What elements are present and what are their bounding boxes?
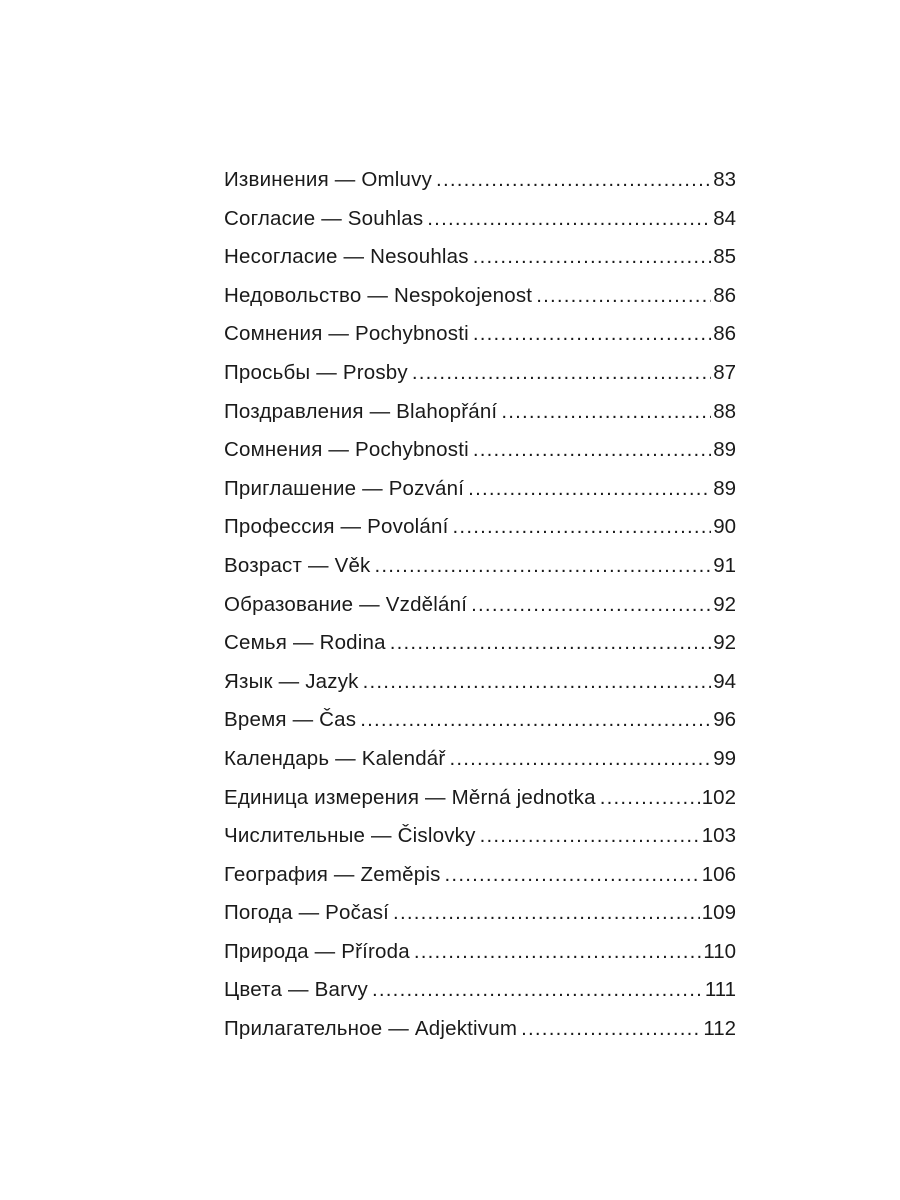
- toc-entry: [224, 477, 736, 516]
- toc-entry-title: Числительные — Čislovky: [224, 824, 476, 848]
- toc-entry: [224, 400, 736, 439]
- toc-dot-leader: [521, 1017, 701, 1041]
- toc-entry: [224, 747, 736, 786]
- toc-entry-page: 86: [713, 283, 736, 307]
- toc-entry-title: Семья — Rodina: [224, 631, 386, 655]
- toc-entry-title: Прилагательное — Adjektivum: [224, 1017, 518, 1041]
- toc-entry: [224, 515, 736, 554]
- toc-entry-title: Природа — Příroda: [224, 939, 410, 963]
- toc-entry-page: 89: [713, 476, 736, 500]
- toc-entry-title: Недовольство — Nespokojenost: [224, 283, 533, 307]
- toc-dot-leader: [412, 361, 711, 385]
- toc-dot-leader: [473, 322, 711, 346]
- toc-entry-page: 89: [713, 438, 736, 462]
- toc-dot-leader: [480, 824, 700, 848]
- toc-entry-title: Образование — Vzdělání: [224, 592, 468, 616]
- toc-entry-title: Сомнения — Pochybnosti: [224, 438, 469, 462]
- toc-entry: [224, 207, 736, 246]
- toc-dot-leader: [536, 284, 711, 308]
- toc-entry-page: 102: [701, 785, 736, 809]
- toc-entry: [224, 322, 736, 361]
- toc-entry: [224, 786, 736, 825]
- toc-dot-leader: [449, 747, 711, 771]
- toc-entry-title: Приглашение — Pozvání: [224, 476, 465, 500]
- toc-dot-leader: [393, 901, 700, 925]
- toc-entry: [224, 284, 736, 323]
- toc-entry: [224, 361, 736, 400]
- toc-entry-page: 94: [713, 669, 736, 693]
- toc-entry-page: 109: [701, 901, 736, 925]
- toc-entry-page: 99: [713, 746, 736, 770]
- toc-entry-page: 88: [713, 399, 736, 423]
- toc-dot-leader: [414, 940, 701, 964]
- toc-entry-title: Извинения — Omluvy: [224, 168, 433, 191]
- toc-entry: [224, 631, 736, 670]
- toc-entry-page: 85: [713, 245, 736, 269]
- toc-entry-title: Время — Čas: [224, 708, 357, 732]
- toc-entry-page: 92: [713, 631, 736, 655]
- toc-entry-page: 92: [713, 592, 736, 616]
- toc-dot-leader: [390, 631, 711, 655]
- toc-entry-title: Цвета — Barvy: [224, 978, 368, 1002]
- toc-entry: [224, 708, 736, 747]
- toc-entry: [224, 168, 736, 207]
- toc-entry: [224, 978, 736, 1017]
- toc-dot-leader: [471, 593, 711, 617]
- toc-entry-title: Язык — Jazyk: [224, 669, 359, 693]
- toc-dot-leader: [372, 978, 703, 1002]
- table-of-contents: [224, 168, 736, 1056]
- toc-entry-title: Возраст — Věk: [224, 553, 371, 577]
- toc-entry-title: Несогласие — Nesouhlas: [224, 245, 469, 269]
- toc-dot-leader: [445, 863, 700, 887]
- toc-dot-leader: [436, 168, 711, 192]
- toc-entry-page: 86: [713, 322, 736, 346]
- toc-entry: [224, 901, 736, 940]
- toc-entry-title: Календарь — Kalendář: [224, 746, 446, 770]
- toc-entry-page: 83: [713, 168, 736, 191]
- toc-entry-title: Погода — Počasí: [224, 901, 390, 925]
- toc-entry: [224, 438, 736, 477]
- toc-entry: [224, 1017, 736, 1056]
- toc-entry-page: 112: [703, 1017, 736, 1041]
- toc-entry-title: Согласие — Souhlas: [224, 206, 424, 230]
- toc-entry-title: География — Zeměpis: [224, 862, 441, 886]
- toc-entry-page: 106: [701, 862, 736, 886]
- toc-dot-leader: [468, 477, 711, 501]
- toc-entry: [224, 824, 736, 863]
- toc-entry-page: 110: [703, 939, 736, 963]
- toc-entry-page: 84: [713, 206, 736, 230]
- toc-dot-leader: [473, 438, 711, 462]
- toc-dot-leader: [501, 400, 711, 424]
- toc-dot-leader: [363, 670, 712, 694]
- toc-entry-page: 91: [713, 553, 736, 577]
- toc-entry-title: Единица измерения — Měrná jednotka: [224, 785, 596, 809]
- toc-entry: [224, 554, 736, 593]
- toc-entry-page: 103: [701, 824, 736, 848]
- toc-entry: [224, 593, 736, 632]
- toc-entry: [224, 670, 736, 709]
- toc-dot-leader: [600, 786, 700, 810]
- toc-entry: [224, 863, 736, 902]
- toc-entry-page: 90: [713, 515, 736, 539]
- toc-entry-title: Поздравления — Blahopřání: [224, 399, 498, 423]
- toc-entry-page: 111: [704, 978, 736, 1002]
- toc-dot-leader: [453, 515, 712, 539]
- toc-entry-page: 96: [713, 708, 736, 732]
- toc-entry-page: 87: [713, 360, 736, 384]
- toc-entry-title: Сомнения — Pochybnosti: [224, 322, 469, 346]
- toc-dot-leader: [427, 207, 711, 231]
- toc-dot-leader: [473, 245, 711, 269]
- toc-dot-leader: [360, 708, 711, 732]
- toc-entry-title: Просьбы — Prosby: [224, 360, 408, 384]
- toc-dot-leader: [375, 554, 712, 578]
- toc-entry-title: Профессия — Povolání: [224, 515, 449, 539]
- toc-entry: [224, 245, 736, 284]
- toc-entry: [224, 940, 736, 979]
